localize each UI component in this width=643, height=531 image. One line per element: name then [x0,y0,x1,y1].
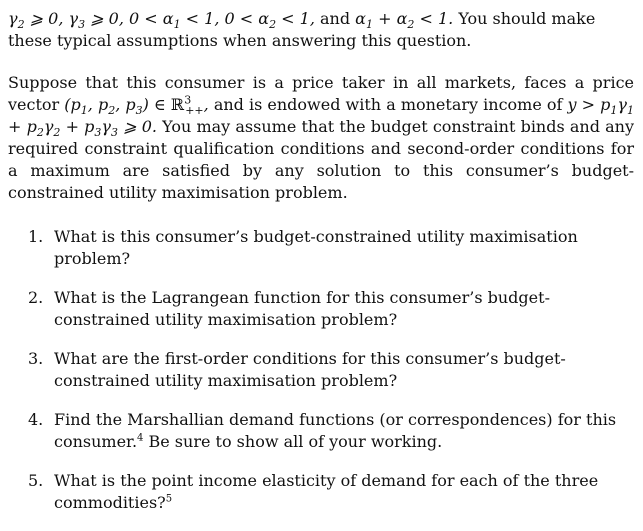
price-vector: ($p_1$, $p_2$, $p_3$) ∈ ℝ$^3_{++}$, [64,93,209,118]
question-item-3 [8,348,634,392]
question-text-after: Be sure to show all of your working. [143,432,443,451]
question-number: 1. [28,227,44,246]
footnote-marker[interactable]: 4 [137,432,144,444]
question-item-4 [8,409,634,453]
question-number: 4. [28,410,44,429]
question-document [8,8,634,531]
setup-text-1: Suppose that this consumer is a price taker in all markets, faces a price vector [8,73,634,114]
footnote-marker[interactable]: 5 [165,493,173,505]
setup-text-2: and is endowed with a monetary income of [213,95,563,114]
question-text: Find the Marshallian demand functions (or correspondences) for this consumer. [54,410,617,451]
question-item-1 [8,226,634,270]
question-number: 2. [28,288,44,307]
setup-paragraph [8,72,634,204]
question-item-5 [8,470,634,514]
question-text: What is the point income elasticity of demand for each of the three commodities? [54,471,599,512]
question-list [8,226,634,514]
question-text: What are the first-order conditions for this consumer’s budget-constrained utility maximisation problem? [54,349,566,390]
assumptions-paragraph [8,8,634,52]
question-number: 3. [28,349,44,368]
question-text: What is the Lagrangean function for this consumer’s budget-constrained utility maximisation problem? [54,288,550,329]
question-item-2 [8,287,634,331]
question-text: What is this consumer’s budget-constrained utility maximisation problem? [54,227,578,268]
income-condition: $y > p_1\gamma_1 + p_2\gamma_2 + p_3\gamma_3$ ⩾ 0. [8,95,634,140]
assumptions-sentence: You should make these typical assumptions when answering this question. [8,9,596,50]
question-number: 5. [28,471,44,490]
setup-text-3: You may assume that the budget constraint binds and any required constraint qualification conditions and second-order conditions for a maximum are satisfied by any solution to this consumer’s budget-constrained utility maximisation problem. [8,117,635,202]
parameter-conditions: $\gamma_2$ ⩾ 0, $\gamma_3$ ⩾ 0, $0 < \alpha_1 < 1$, $0 < \alpha_2 < 1$, and $\alpha_1 + \alpha_2 < 1$. [8,9,454,32]
